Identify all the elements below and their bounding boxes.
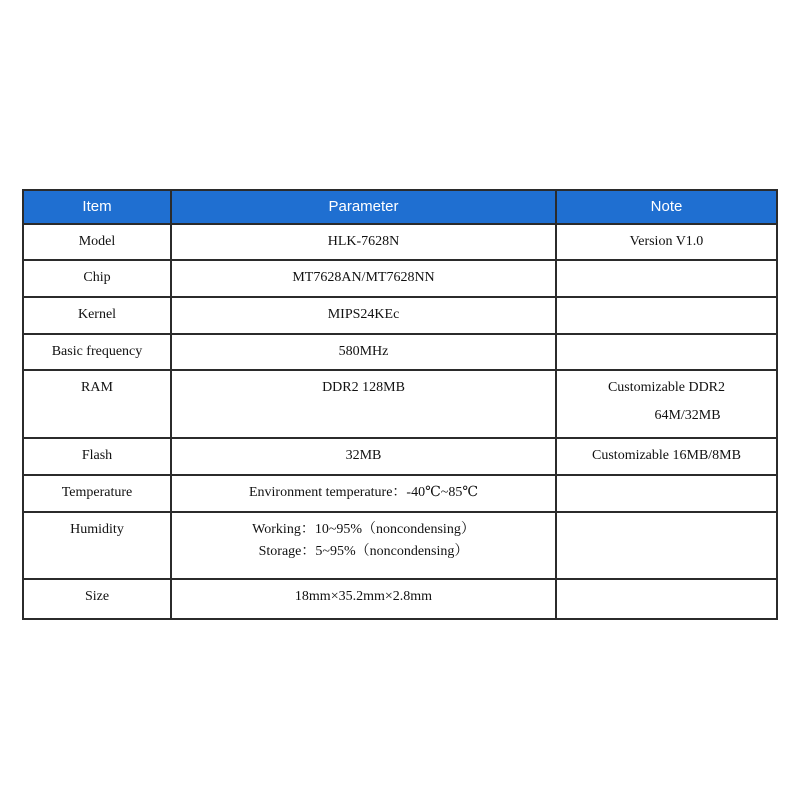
table-row <box>23 438 777 475</box>
note-cell <box>556 370 777 438</box>
parameter-cell: 32MB <box>171 438 556 475</box>
note-cell: Version V1.0 <box>556 224 777 260</box>
parameter-cell: MIPS24KEc <box>171 297 556 334</box>
note-cell <box>556 512 777 579</box>
item-cell: Chip <box>23 260 171 297</box>
note-cell <box>556 297 777 334</box>
parameter-line: Working：10~95%（noncondensing） <box>252 522 475 537</box>
parameter-cell: 580MHz <box>171 334 556 370</box>
item-cell: RAM <box>23 370 171 438</box>
header-item: Item <box>23 190 171 224</box>
parameter-cell: DDR2 128MB <box>171 370 556 438</box>
item-cell: Flash <box>23 438 171 475</box>
header-parameter: Parameter <box>171 190 556 224</box>
header-note: Note <box>556 190 777 224</box>
note-line: Customizable DDR2 <box>607 380 726 395</box>
item-cell: Kernel <box>23 297 171 334</box>
table-row <box>23 334 777 370</box>
note-cell <box>556 334 777 370</box>
table-row <box>23 512 777 579</box>
note-cell: Customizable 16MB/8MB <box>556 438 777 475</box>
table-row <box>23 224 777 260</box>
item-cell: Model <box>23 224 171 260</box>
table-row <box>23 579 777 619</box>
table-row <box>23 260 777 297</box>
table-row <box>23 297 777 334</box>
parameter-cell: 18mm×35.2mm×2.8mm <box>171 579 556 619</box>
note-cell <box>556 579 777 619</box>
table-row <box>23 370 777 438</box>
table-row <box>23 475 777 512</box>
parameter-cell: MT7628AN/MT7628NN <box>171 260 556 297</box>
parameter-cell: HLK-7628N <box>171 224 556 260</box>
parameter-cell <box>171 512 556 579</box>
spec-table <box>22 189 778 620</box>
item-cell: Temperature <box>23 475 171 512</box>
note-cell <box>556 260 777 297</box>
item-cell: Size <box>23 579 171 619</box>
item-cell: Basic frequency <box>23 334 171 370</box>
header-row <box>23 190 777 224</box>
note-cell <box>556 475 777 512</box>
item-cell: Humidity <box>23 512 171 579</box>
parameter-line: Storage：5~95%（noncondensing） <box>258 544 469 559</box>
parameter-cell: Environment temperature：-40℃~85℃ <box>171 475 556 512</box>
note-line: 64M/32MB <box>654 408 721 423</box>
